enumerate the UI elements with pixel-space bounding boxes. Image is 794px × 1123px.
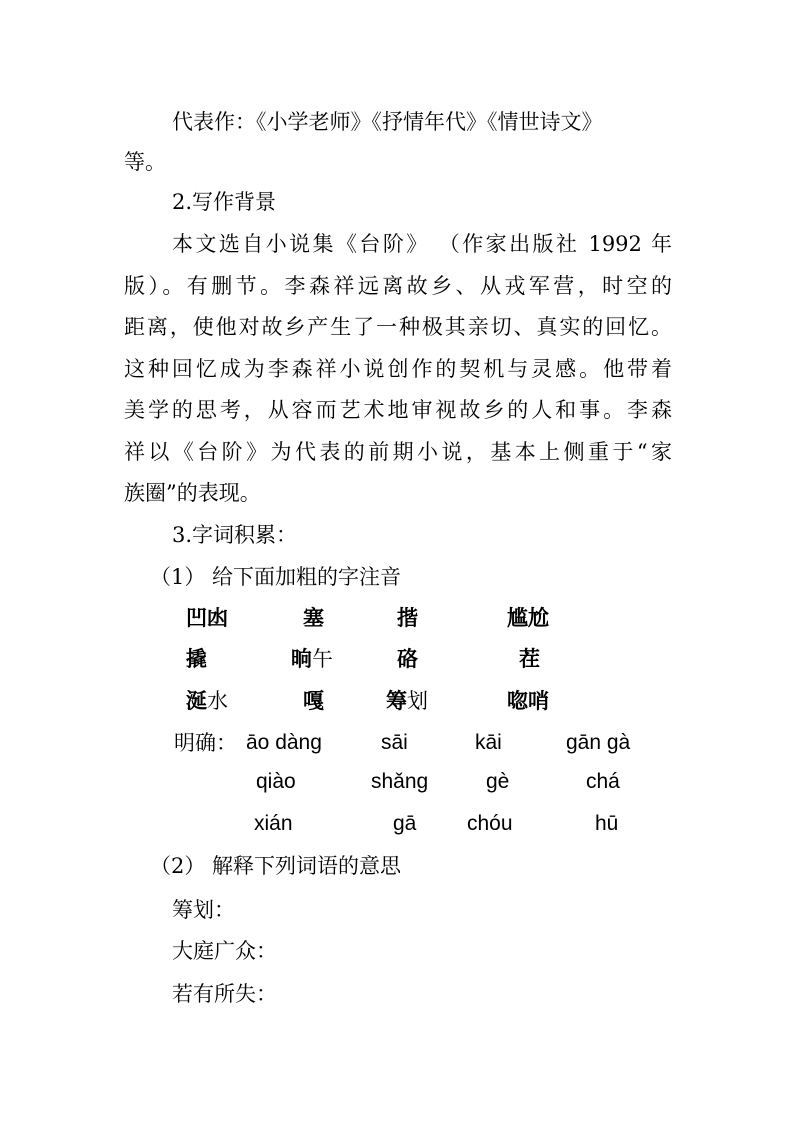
paragraph-line: 族圈”的表现。 xyxy=(124,481,261,505)
paragraph-line: 这种回忆成为李森祥小说创作的契机与灵感。他带着 xyxy=(124,357,672,381)
pinyin-answer: gè xyxy=(486,770,510,793)
pinyin-answer: kāi xyxy=(475,731,502,754)
vocab-word: 揩 xyxy=(397,605,418,630)
paragraph-line: 本文选自小说集《台阶》 （作家出版社 1992 年 xyxy=(172,232,672,256)
section-heading-vocabulary: 3.字词积累： xyxy=(172,523,298,547)
vocab-word: 凹凼 xyxy=(186,605,228,630)
term-label: 筹划： xyxy=(172,898,235,922)
term-label: 若有所失： xyxy=(172,982,277,1006)
representative-works-line-end: 等。 xyxy=(124,150,166,174)
vocab-word: 嘎 xyxy=(303,688,324,713)
pinyin-answer: hū xyxy=(595,812,619,835)
pinyin-answer: chóu xyxy=(467,812,513,835)
pinyin-answer: āo dàng xyxy=(246,731,322,754)
section-heading-background: 2.写作背景 xyxy=(172,190,277,214)
vocab-word: 茬 xyxy=(519,646,540,671)
pinyin-answer: chá xyxy=(586,770,620,793)
pinyin-answer: gān gà xyxy=(566,731,631,754)
vocab-word: 撬 xyxy=(186,646,207,671)
pinyin-answer: xián xyxy=(254,812,293,835)
vocab-word: 硌 xyxy=(397,646,418,671)
vocab-word: 晌午 xyxy=(291,646,333,671)
question-2-prompt: （2） 解释下列词语的意思 xyxy=(150,854,402,878)
paragraph-line: 美学的思考，从容而艺术地审视故乡的人和事。李森 xyxy=(124,398,672,422)
vocab-word: 尴尬 xyxy=(507,605,549,630)
answer-label: 明确： xyxy=(174,731,237,755)
term-label: 大庭广众： xyxy=(172,939,277,963)
representative-works-line: 代表作：《小学老师》《抒情年代》《情世诗文》 xyxy=(172,110,603,134)
paragraph-line: 版）。有删节。李森祥远离故乡、从戎军营，时空的 xyxy=(124,274,672,298)
paragraph-line: 祥以《台阶》为代表的前期小说，基本上侧重于“家 xyxy=(124,440,672,464)
vocab-word: 筹划 xyxy=(386,688,428,713)
question-1-prompt: （1） 给下面加粗的字注音 xyxy=(150,565,402,589)
vocab-word: 涎水 xyxy=(186,688,228,713)
paragraph-line: 距离，使他对故乡产生了一种极其亲切、真实的回忆。 xyxy=(124,315,672,339)
vocab-word: 唿哨 xyxy=(507,688,549,713)
vocab-word: 塞 xyxy=(303,605,324,630)
pinyin-answer: shǎng xyxy=(371,770,429,793)
pinyin-answer: gā xyxy=(393,812,417,835)
pinyin-answer: sāi xyxy=(381,731,408,754)
pinyin-answer: qiào xyxy=(256,770,296,793)
